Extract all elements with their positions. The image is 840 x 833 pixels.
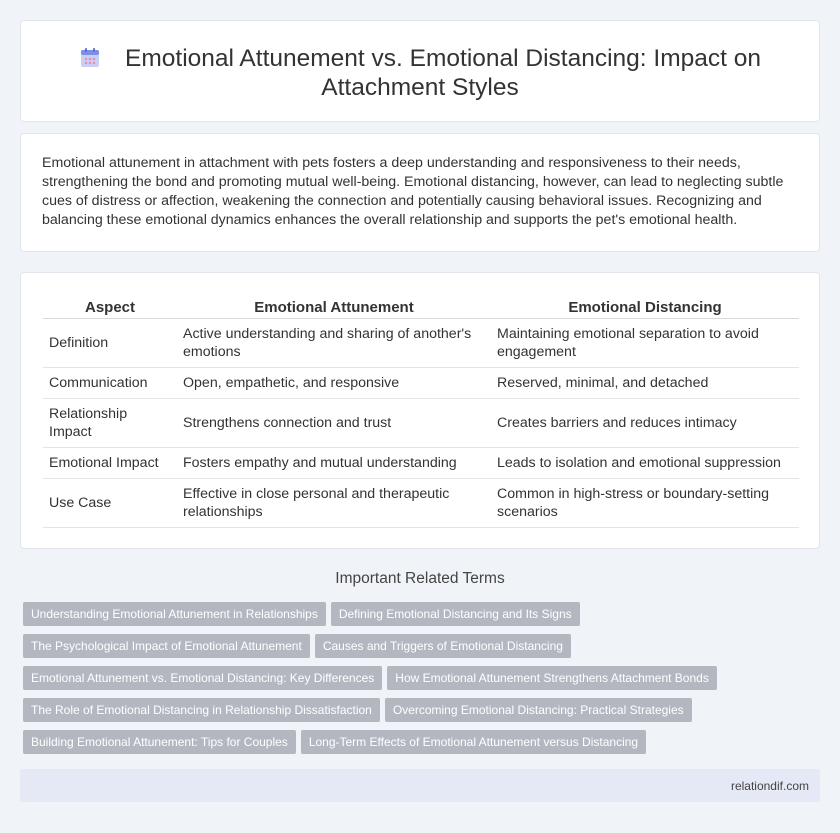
page-title-text: Emotional Attunement vs. Emotional Distancing: Impact on Attachment Styles bbox=[125, 45, 761, 101]
table-cell: Strengthens connection and trust bbox=[177, 399, 491, 448]
related-terms-list bbox=[23, 602, 823, 762]
header-distancing: Emotional Distancing bbox=[491, 297, 799, 319]
related-term-link[interactable]: How Emotional Attunement Strengthens Attachment Bonds bbox=[387, 666, 717, 690]
site-link[interactable]: relationdif.com bbox=[730, 779, 809, 793]
table-cell: Fosters empathy and mutual understanding bbox=[177, 448, 491, 479]
related-term-link[interactable]: Building Emotional Attunement: Tips for Couples bbox=[23, 730, 296, 754]
table-cell: Definition bbox=[43, 319, 177, 368]
table-cell: Common in high-stress or boundary-setting scenarios bbox=[491, 479, 799, 528]
table-cell: Creates barriers and reduces intimacy bbox=[491, 399, 799, 448]
table-header-row bbox=[43, 297, 799, 319]
related-term-link[interactable]: Understanding Emotional Attunement in Relationships bbox=[23, 602, 326, 626]
table-row bbox=[43, 399, 799, 448]
related-term-link[interactable]: Defining Emotional Distancing and Its Signs bbox=[331, 602, 580, 626]
page-title bbox=[21, 44, 819, 102]
table-row bbox=[43, 368, 799, 399]
related-term-link[interactable]: Emotional Attunement vs. Emotional Distancing: Key Differences bbox=[23, 666, 382, 690]
related-term-link[interactable]: Overcoming Emotional Distancing: Practical Strategies bbox=[385, 698, 692, 722]
related-terms-heading: Important Related Terms bbox=[335, 570, 505, 587]
related-term-link[interactable]: Long-Term Effects of Emotional Attunement versus Distancing bbox=[301, 730, 646, 754]
table-cell: Maintaining emotional separation to avoid engagement bbox=[491, 319, 799, 368]
table-cell: Use Case bbox=[43, 479, 177, 528]
table-cell: Leads to isolation and emotional suppression bbox=[491, 448, 799, 479]
comparison-card bbox=[20, 272, 820, 549]
table-cell: Open, empathetic, and responsive bbox=[177, 368, 491, 399]
table-cell: Effective in close personal and therapeutic relationships bbox=[177, 479, 491, 528]
intro-paragraph: Emotional attunement in attachment with pets fosters a deep understanding and responsiveness to their needs, strengthening the bond and promoting mutual well-being. Emotional distancing, however, can lead to neglecting subtle cues of distress or affection, weakening the connection and potentially causing behavioral issues. Recognizing and balancing these emotional dynamics enhances the overall relationship and supports the pet's emotional health. bbox=[42, 155, 784, 228]
related-term-link[interactable]: Causes and Triggers of Emotional Distancing bbox=[315, 634, 571, 658]
table-row bbox=[43, 319, 799, 368]
table-cell: Communication bbox=[43, 368, 177, 399]
related-term-link[interactable]: The Role of Emotional Distancing in Relationship Dissatisfaction bbox=[23, 698, 380, 722]
intro-card bbox=[20, 133, 820, 252]
table-row bbox=[43, 479, 799, 528]
comparison-table bbox=[43, 297, 799, 528]
footer bbox=[20, 769, 820, 802]
table-cell: Relationship Impact bbox=[43, 399, 177, 448]
table-row bbox=[43, 448, 799, 479]
title-card bbox=[20, 20, 820, 122]
table-cell: Emotional Impact bbox=[43, 448, 177, 479]
table-cell: Active understanding and sharing of another's emotions bbox=[177, 319, 491, 368]
header-attunement: Emotional Attunement bbox=[177, 297, 491, 319]
related-term-link[interactable]: The Psychological Impact of Emotional Attunement bbox=[23, 634, 310, 658]
header-aspect: Aspect bbox=[43, 297, 177, 319]
table-cell: Reserved, minimal, and detached bbox=[491, 368, 799, 399]
calendar-icon bbox=[79, 47, 101, 69]
